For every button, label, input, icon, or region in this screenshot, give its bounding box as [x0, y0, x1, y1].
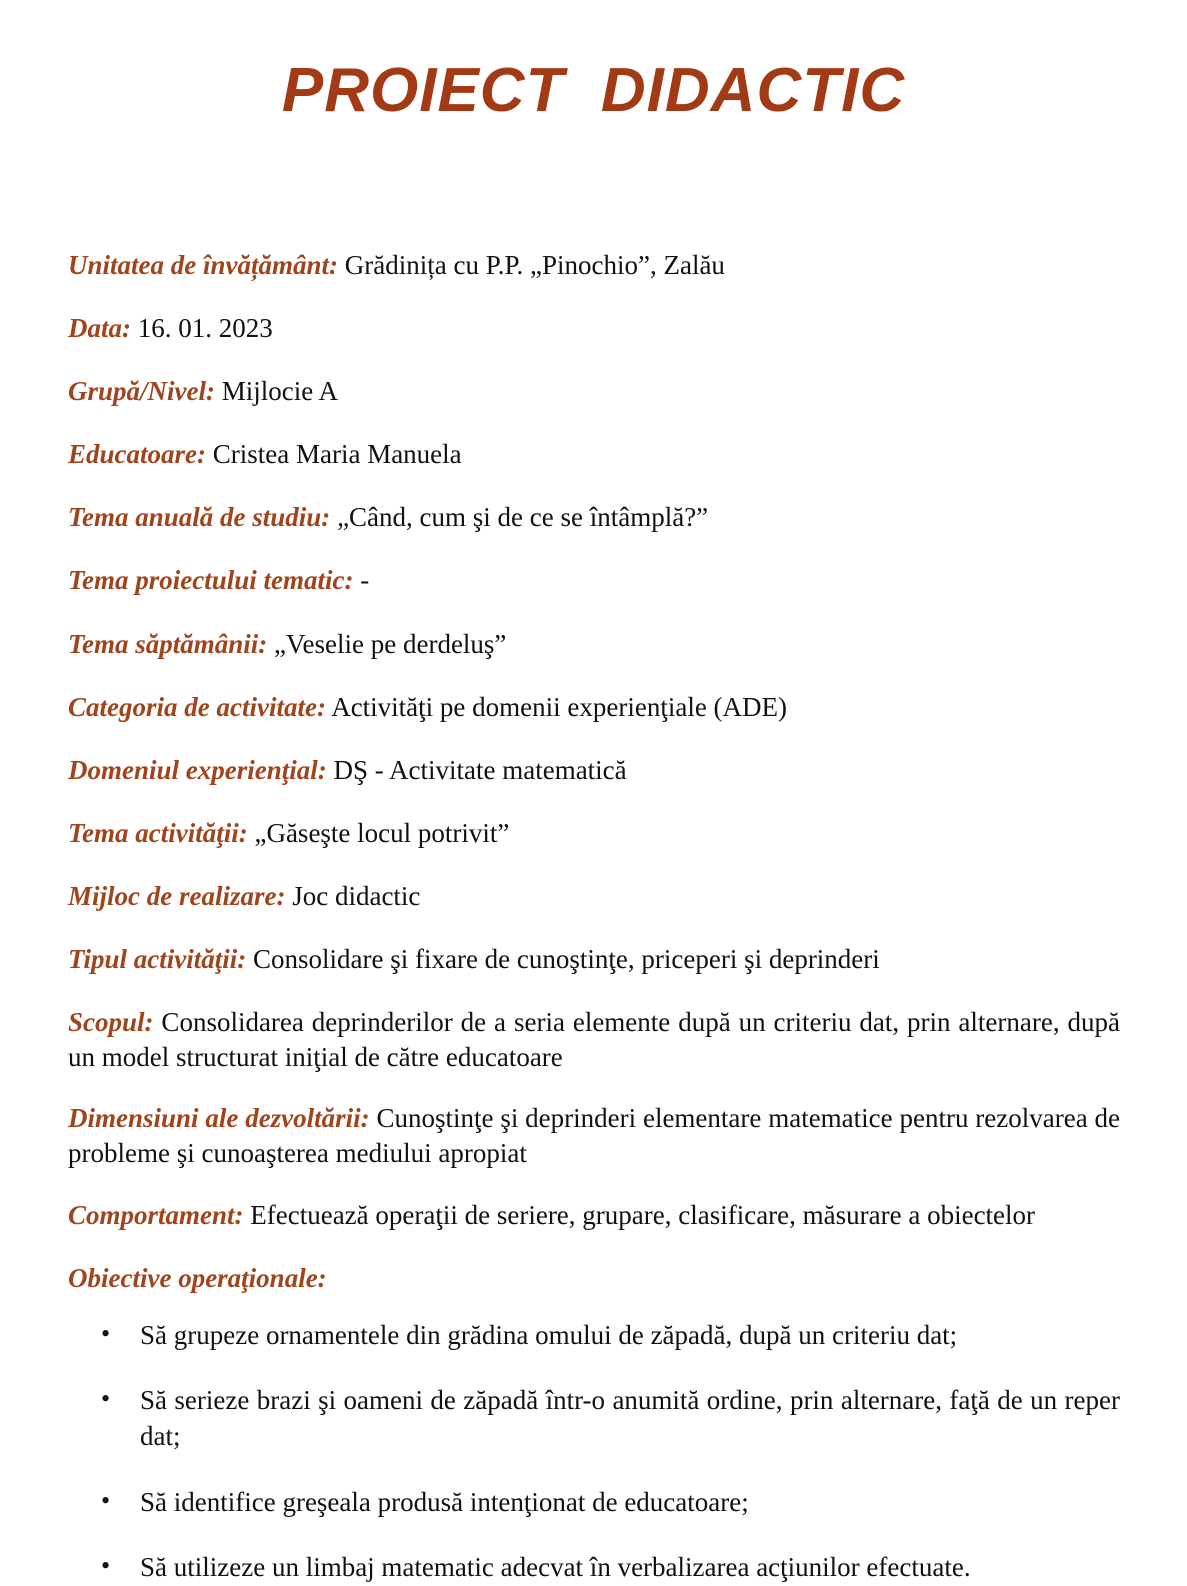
field-value: „Când, cum şi de ce se întâmplă?” — [330, 502, 709, 533]
field-label: Tema proiectului tematic: — [68, 565, 354, 596]
field-value: Cristea Maria Manuela — [206, 439, 462, 470]
field-grupa-nivel — [68, 374, 1120, 409]
list-item: • Să grupeze ornamentele din grădina omului de zăpadă, după un criteriu dat; — [68, 1318, 1120, 1354]
field-value: Consolidarea deprinderilor de a seria elemente după un criteriu dat, prin alternare, după un model structurat iniţial de către educatoare — [68, 1007, 1120, 1073]
field-scopul — [68, 1005, 1120, 1075]
field-value: Consolidare şi fixare de cunoştinţe, priceperi şi deprinderi — [246, 944, 880, 975]
field-label: Educatoare: — [68, 439, 206, 470]
objectives-list — [68, 1318, 1120, 1586]
field-tema-saptamanii — [68, 627, 1120, 662]
field-tema-proiectului-tematic — [68, 563, 1120, 598]
list-item: • Să serieze brazi şi oameni de zăpadă într-o anumită ordine, prin alternare, faţă de un reper dat; — [68, 1383, 1120, 1454]
field-label: Dimensiuni ale dezvoltării: — [68, 1103, 370, 1134]
field-value: „Veselie pe derdeluş” — [267, 628, 507, 659]
field-label: Tema anuală de studiu: — [68, 502, 331, 533]
field-tema-activitatii — [68, 816, 1120, 851]
field-label: Categoria de activitate: — [68, 691, 326, 722]
field-domeniul-experiential — [68, 753, 1120, 788]
field-label: Domeniul experienţial: — [68, 754, 327, 785]
field-value: „Găseşte locul potrivit” — [247, 817, 510, 848]
field-categoria-de-activitate — [68, 690, 1120, 725]
field-label: Grupă/Nivel: — [68, 376, 215, 407]
field-unitatea-de-invatamant — [68, 248, 1120, 283]
field-value: DŞ - Activitate matematică — [326, 754, 627, 785]
field-label: Comportament: — [68, 1199, 244, 1230]
field-value: Mijlocie A — [214, 376, 338, 407]
field-value: Activităţi pe domenii experienţiale (ADE) — [325, 691, 788, 722]
field-tipul-activitatii — [68, 942, 1120, 977]
field-tema-anuala-de-studiu — [68, 500, 1120, 535]
field-value: Efectuează operaţii de seriere, grupare, clasificare, măsurare a obiectelor — [243, 1199, 1036, 1230]
field-value: 16. 01. 2023 — [131, 313, 273, 344]
field-data — [68, 311, 1120, 346]
field-value: Grădinița cu P.P. „Pinochio”, Zalău — [338, 250, 725, 280]
field-label: Scopul: — [68, 1007, 154, 1038]
field-value: Cunoştinţe şi deprinderi elementare matematice pentru rezolvarea de probleme şi cunoaşterea mediului apropiat — [68, 1103, 1120, 1169]
field-educatoare — [68, 437, 1120, 472]
list-item: • Să utilizeze un limbaj matematic adecvat în verbalizarea acţiunilor efectuate. — [68, 1550, 1120, 1586]
field-value: Joc didactic — [285, 880, 421, 911]
field-comportament — [68, 1198, 1120, 1233]
field-value: - — [353, 565, 370, 596]
list-item: • Să identifice greşeala produsă intenţionat de educatoare; — [68, 1485, 1120, 1521]
field-label: Data: — [68, 313, 131, 344]
field-dimensiuni-ale-dezvoltarii — [68, 1101, 1120, 1171]
document-body — [68, 248, 1120, 1586]
objectives-heading — [68, 1261, 1120, 1296]
field-label: Obiective operaţionale: — [68, 1262, 327, 1293]
field-label: Mijloc de realizare: — [68, 880, 286, 911]
field-mijloc-de-realizare — [68, 879, 1120, 914]
field-label: Unitatea de învățământ: — [68, 250, 338, 280]
field-label: Tipul activităţii: — [68, 944, 247, 975]
field-label: Tema activităţii: — [68, 817, 248, 848]
field-label: Tema săptămânii: — [68, 628, 268, 659]
page-title: PROIECT DIDACTIC — [281, 56, 906, 125]
